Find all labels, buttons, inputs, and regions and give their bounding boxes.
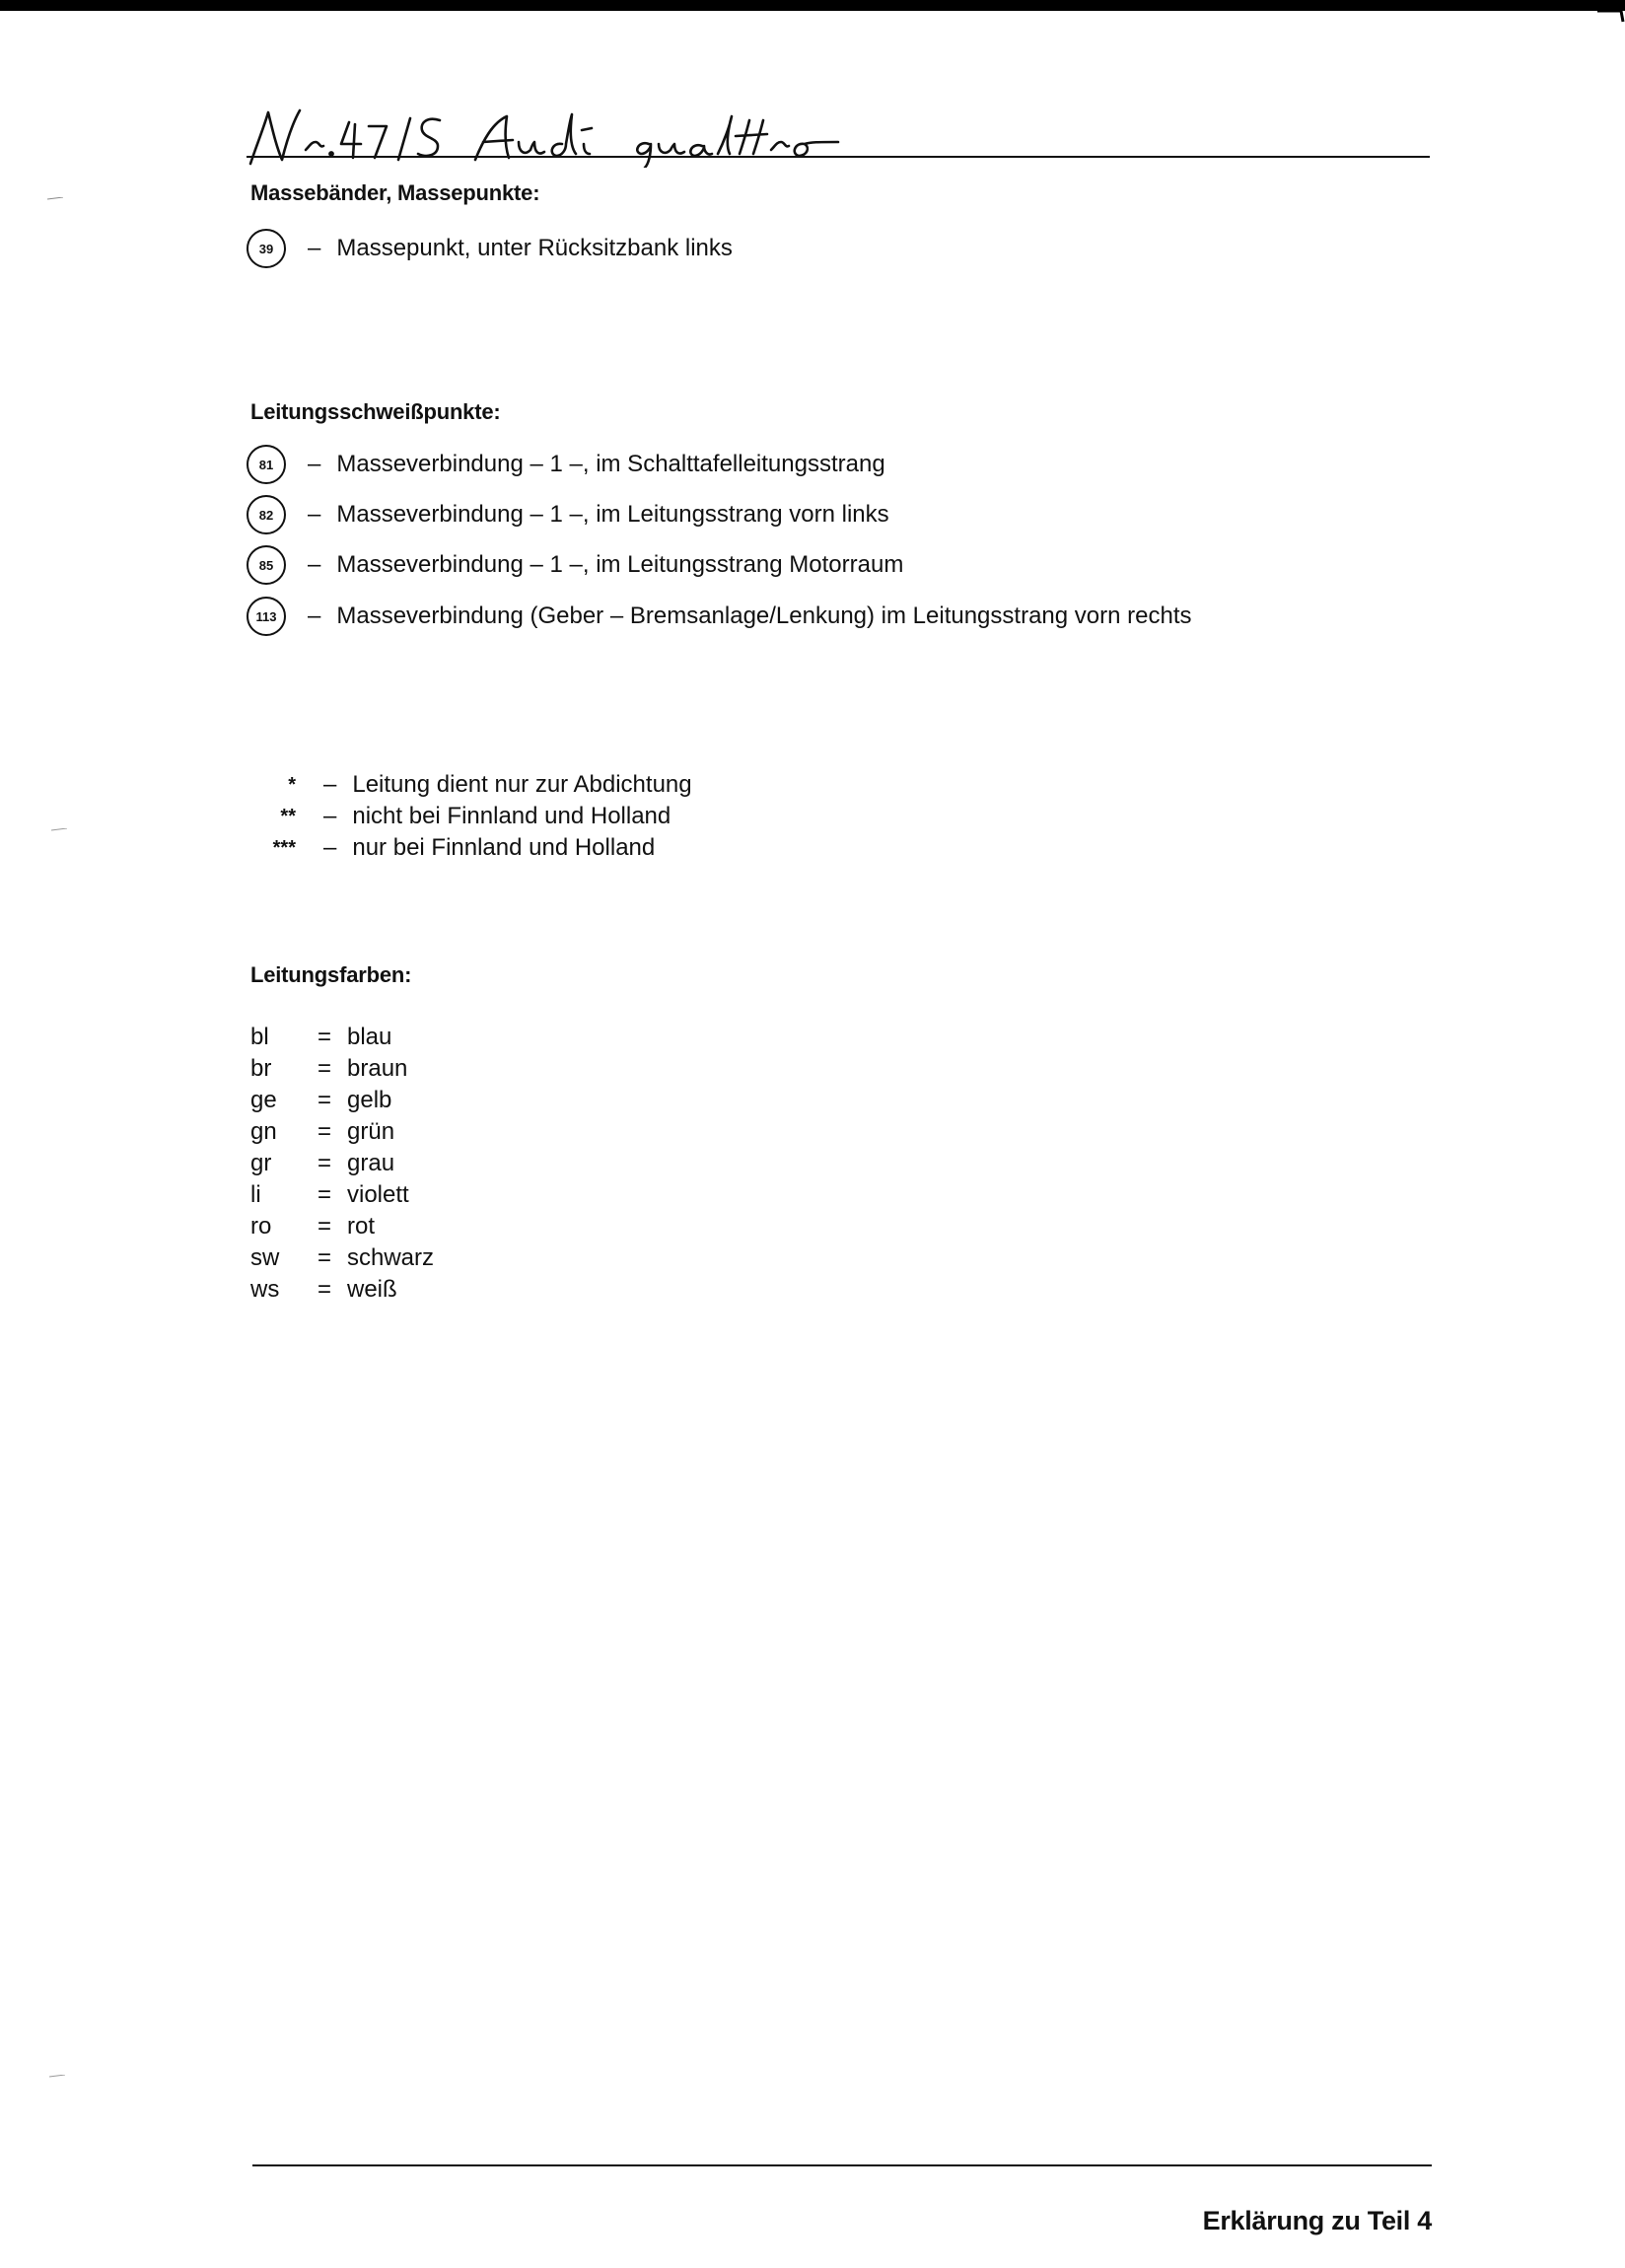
weld-point-row: [247, 545, 903, 585]
color-abbreviation: gr: [250, 1150, 272, 1176]
ground-straps-heading: Massebänder, Massepunkte:: [250, 180, 540, 205]
scan-top-border: [0, 0, 1625, 11]
color-row: [250, 1053, 434, 1085]
list-dash: –: [308, 235, 321, 261]
footnote-text: nicht bei Finnland und Holland: [352, 803, 671, 829]
weld-point-number-badge: 113: [247, 597, 286, 636]
footnote-text: nur bei Finnland und Holland: [352, 834, 656, 861]
scan-corner-mark: [1597, 8, 1625, 24]
color-name: weiß: [347, 1276, 397, 1303]
list-dash: –: [323, 771, 337, 798]
weld-point-description: Masseverbindung – 1 –, im Schalttafelleitungsstrang: [336, 451, 885, 477]
footnote-row: [250, 802, 671, 831]
equals-sign: =: [318, 1087, 332, 1113]
equals-sign: =: [318, 1055, 332, 1082]
weld-point-description: Masseverbindung – 1 –, im Leitungsstrang vorn links: [336, 501, 889, 528]
weld-point-number-badge: 81: [247, 445, 286, 484]
color-name: rot: [347, 1213, 376, 1240]
color-row: [250, 1022, 434, 1053]
footer-rule: [252, 2164, 1432, 2166]
weld-point-number-badge: 82: [247, 495, 286, 534]
color-name: blau: [347, 1024, 392, 1050]
color-abbreviation: bl: [250, 1024, 269, 1050]
equals-sign: =: [318, 1024, 332, 1050]
equals-sign: =: [318, 1276, 332, 1303]
color-name: grau: [347, 1150, 395, 1176]
equals-sign: =: [318, 1213, 332, 1240]
color-row: [250, 1085, 434, 1116]
color-row: [250, 1179, 434, 1211]
color-abbreviation: gn: [250, 1118, 277, 1145]
color-name: violett: [347, 1181, 409, 1208]
color-abbreviation: ge: [250, 1087, 277, 1113]
footnote-row: [250, 770, 692, 800]
wire-welds-heading: Leitungsschweißpunkte:: [250, 399, 501, 424]
list-dash: –: [323, 803, 337, 829]
footer-label: Erklärung zu Teil 4: [1202, 2206, 1432, 2235]
equals-sign: =: [318, 1181, 332, 1208]
handwritten-title: [247, 106, 1430, 168]
list-dash: –: [308, 602, 321, 629]
header-rule: [247, 156, 1430, 158]
list-dash: –: [308, 551, 321, 578]
color-name: grün: [347, 1118, 395, 1145]
color-name: braun: [347, 1055, 408, 1082]
color-row: [250, 1116, 434, 1148]
ground-point-row: [247, 229, 733, 268]
footnote-text: Leitung dient nur zur Abdichtung: [352, 771, 692, 798]
color-abbreviation: li: [250, 1181, 261, 1208]
color-row: [250, 1148, 434, 1179]
wire-colors-heading: Leitungsfarben:: [250, 962, 412, 987]
color-row: [250, 1242, 434, 1274]
scan-speck: [49, 2075, 65, 2078]
color-name: gelb: [347, 1087, 392, 1113]
color-abbreviation: ro: [250, 1213, 272, 1240]
footnote-marker: *: [288, 773, 296, 796]
footnote-marker: **: [280, 805, 296, 827]
color-abbreviation: ws: [250, 1276, 280, 1303]
color-row: [250, 1274, 434, 1306]
ground-point-number-badge: 39: [247, 229, 286, 268]
color-row: [250, 1211, 434, 1242]
weld-point-row: [247, 495, 889, 534]
wire-colors-list: [250, 1022, 434, 1306]
weld-point-description: Masseverbindung (Geber – Bremsanlage/Lenkung) im Leitungsstrang vorn rechts: [336, 602, 1192, 629]
color-abbreviation: sw: [250, 1244, 280, 1271]
equals-sign: =: [318, 1118, 332, 1145]
weld-point-row: [247, 445, 885, 484]
weld-point-number-badge: 85: [247, 545, 286, 585]
scan-speck: [47, 197, 63, 200]
weld-point-row: [247, 597, 1192, 636]
scan-speck: [51, 828, 67, 831]
list-dash: –: [308, 501, 321, 528]
equals-sign: =: [318, 1150, 332, 1176]
footnote-marker: ***: [272, 836, 296, 859]
ground-point-description: Massepunkt, unter Rücksitzbank links: [336, 235, 733, 261]
list-dash: –: [308, 451, 321, 477]
color-name: schwarz: [347, 1244, 435, 1271]
weld-point-description: Masseverbindung – 1 –, im Leitungsstrang Motorraum: [336, 551, 904, 578]
color-abbreviation: br: [250, 1055, 272, 1082]
equals-sign: =: [318, 1244, 332, 1271]
list-dash: –: [323, 834, 337, 861]
footnote-row: [250, 833, 655, 863]
